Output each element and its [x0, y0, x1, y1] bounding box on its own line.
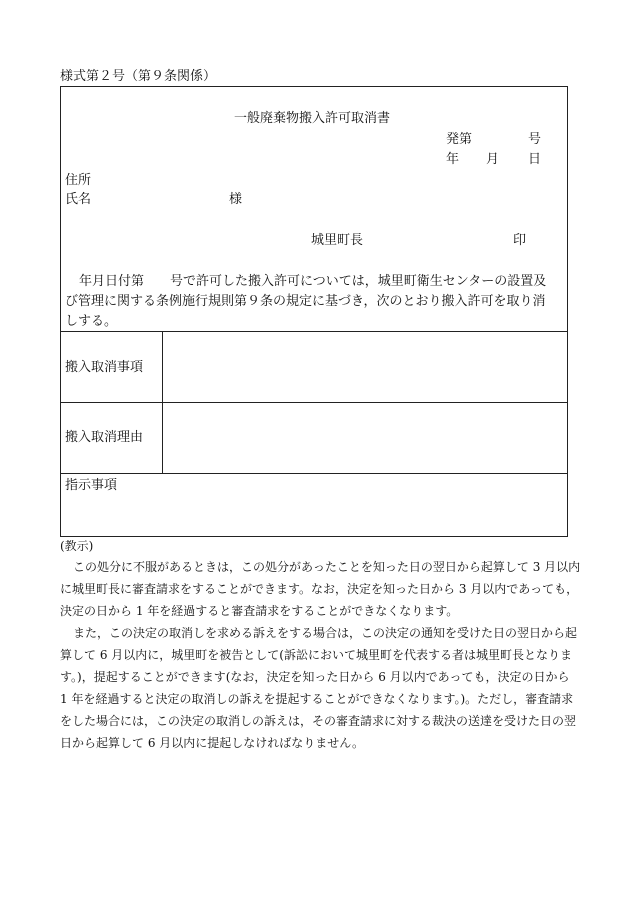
date-day: 日 [528, 152, 542, 167]
issue-no-prefix: 発第 [446, 132, 473, 147]
divider [61, 331, 567, 332]
notice-line: をした場合には，この決定の取消しの訴えは，その審査請求に対する裁決の送達を受けた日の翌 [60, 714, 577, 728]
notice-line: す。)，提起することができます(なお，決定を知った日から 6 月以内であっても，決定の日から [60, 670, 570, 684]
notice-line: 決定の日から 1 年を経過すると審査請求をすることができなくなります。 [60, 604, 459, 618]
address-label: 住所 [65, 173, 92, 188]
instructions-label: 指示事項 [65, 478, 118, 493]
divider [61, 402, 567, 403]
date-month: 月 [486, 152, 500, 167]
column-divider [162, 332, 163, 474]
notice-line: 1 年を経過すると決定の取消しの訴えを提起することができなくなります。)。ただし，審査請求 [60, 692, 574, 706]
name-label: 氏名 [65, 192, 92, 207]
divider [61, 473, 567, 474]
body-line-2: び管理に関する条例施行規則第９条の規定に基づき，次のとおり搬入許可を取り消 [65, 294, 546, 309]
notice-heading: (教示) [60, 539, 94, 553]
date-year: 年 [446, 152, 460, 167]
body-line-3: しする。 [65, 314, 118, 329]
notice-line: また，この決定の取消しを求める訴えをする場合は，この決定の通知を受けた日の翌日から起 [73, 626, 578, 640]
form-title: 一般廃棄物搬入許可取消書 [234, 111, 391, 126]
notice-line: 算して 6 月以内に，城里町を被告として(訴訟において城里町を代表する者は城里町長となりま [60, 648, 572, 662]
seal-mark: 印 [513, 233, 527, 248]
form-caption: 様式第２号（第９条関係） [60, 69, 217, 84]
notice-line: に城里町長に審査請求をすることができます。なお，決定を知った日から 3 月以内であっても， [60, 582, 579, 596]
notice-line: 日から起算して 6 月以内に提起しなければなりません。 [60, 736, 364, 750]
form-box [60, 86, 568, 537]
body-line-1: 年月日付第 号で許可した搬入許可については，城里町衛生センターの設置及 [79, 274, 547, 289]
row-label-cancel-items: 搬入取消事項 [65, 360, 144, 375]
honorific: 様 [229, 192, 243, 207]
row-label-cancel-reason: 搬入取消理由 [65, 430, 144, 445]
notice-line: この処分に不服があるときは，この処分があったことを知った日の翌日から起算して 3 月以内 [73, 560, 581, 574]
issuer-name: 城里町長 [311, 233, 364, 248]
issue-no-suffix: 号 [528, 132, 542, 147]
